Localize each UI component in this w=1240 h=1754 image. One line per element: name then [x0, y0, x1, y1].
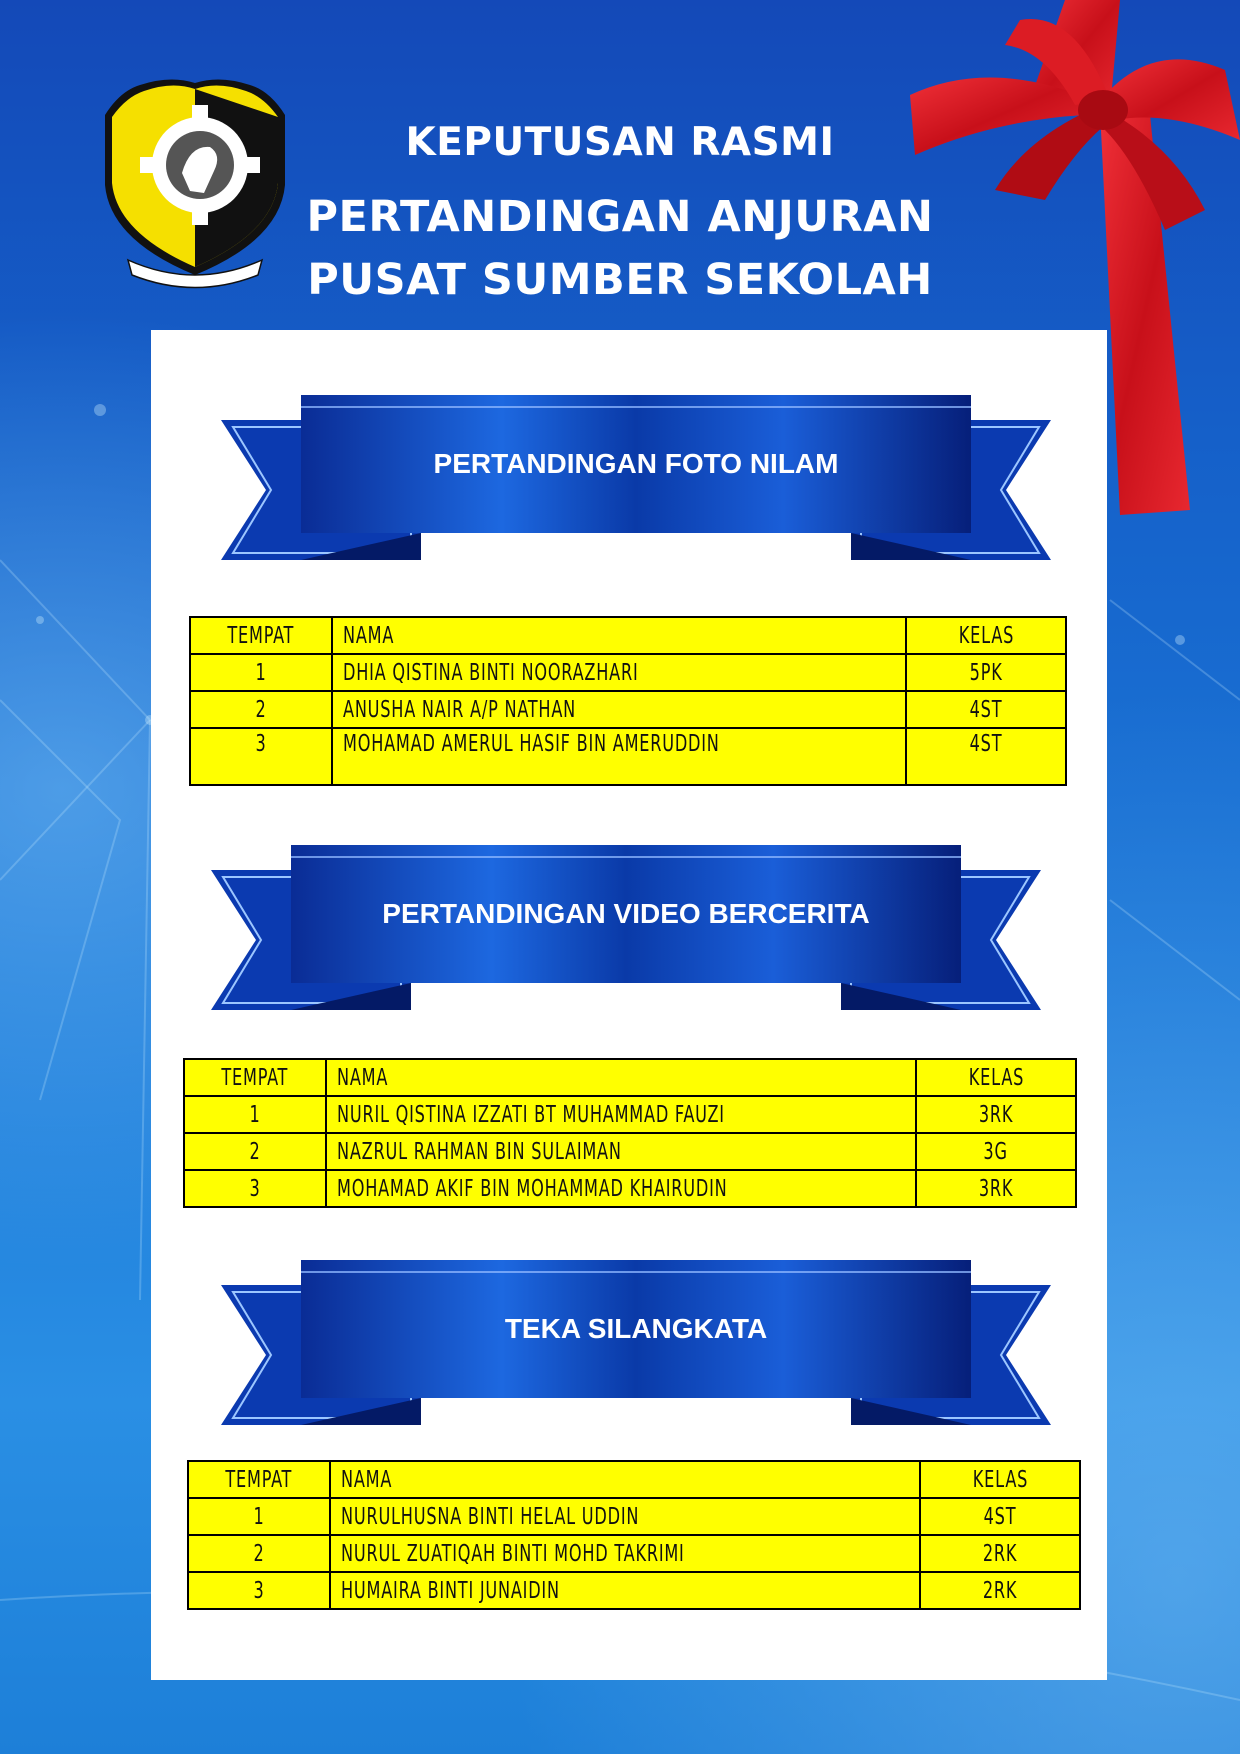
section-banner — [221, 395, 1051, 565]
results-panel — [151, 330, 1107, 1680]
cell-kelas: 2RK — [920, 1572, 1080, 1609]
table-row — [190, 654, 1066, 691]
cell-tempat: 2 — [190, 691, 332, 728]
cell-tempat: 3 — [188, 1572, 330, 1609]
table-header-row — [188, 1461, 1080, 1498]
table-header-row — [184, 1059, 1076, 1096]
cell-kelas: 4ST — [906, 691, 1066, 728]
cell-kelas: 2RK — [920, 1535, 1080, 1572]
table-row — [184, 1170, 1076, 1207]
table-row — [188, 1572, 1080, 1609]
school-logo — [100, 75, 290, 290]
cell-kelas: 5PK — [906, 654, 1066, 691]
cell-kelas: 4ST — [920, 1498, 1080, 1535]
cell-nama: NAZRUL RAHMAN BIN SULAIMAN — [326, 1133, 916, 1170]
cell-kelas: 3G — [916, 1133, 1076, 1170]
column-header-kelas: KELAS — [916, 1059, 1076, 1096]
cell-tempat: 1 — [188, 1498, 330, 1535]
column-header-tempat: TEMPAT — [184, 1059, 326, 1096]
cell-nama: NURULHUSNA BINTI HELAL UDDIN — [330, 1498, 920, 1535]
table-row — [184, 1096, 1076, 1133]
cell-tempat: 1 — [184, 1096, 326, 1133]
table-row — [188, 1535, 1080, 1572]
cell-nama: NURIL QISTINA IZZATI BT MUHAMMAD FAUZI — [326, 1096, 916, 1133]
column-header-nama: NAMA — [330, 1461, 920, 1498]
section-banner — [211, 845, 1041, 1015]
cell-kelas: 4ST — [906, 728, 1066, 785]
cell-nama: DHIA QISTINA BINTI NOORAZHARI — [332, 654, 906, 691]
header-title: KEPUTUSAN RASMI — [405, 120, 835, 165]
banner-title: PERTANDINGAN FOTO NILAM — [433, 448, 839, 479]
cell-kelas: 3RK — [916, 1170, 1076, 1207]
cell-nama: MOHAMAD AKIF BIN MOHAMMAD KHAIRUDIN — [326, 1170, 916, 1207]
column-header-nama: NAMA — [332, 617, 906, 654]
column-header-kelas: KELAS — [920, 1461, 1080, 1498]
cell-tempat: 1 — [190, 654, 332, 691]
cell-nama: ANUSHA NAIR A/P NATHAN — [332, 691, 906, 728]
column-header-tempat: TEMPAT — [190, 617, 332, 654]
cell-nama: NURUL ZUATIQAH BINTI MOHD TAKRIMI — [330, 1535, 920, 1572]
cell-nama: HUMAIRA BINTI JUNAIDIN — [330, 1572, 920, 1609]
table-header-row — [190, 617, 1066, 654]
cell-kelas: 3RK — [916, 1096, 1076, 1133]
column-header-kelas: KELAS — [906, 617, 1066, 654]
header-subtitle: PERTANDINGAN ANJURAN — [306, 192, 934, 242]
banner-title: TEKA SILANGKATA — [504, 1313, 768, 1344]
banner-title: PERTANDINGAN VIDEO BERCERITA — [382, 898, 870, 929]
cell-tempat: 2 — [184, 1133, 326, 1170]
table-row — [188, 1498, 1080, 1535]
table-row — [190, 728, 1066, 785]
column-header-nama: NAMA — [326, 1059, 916, 1096]
cell-nama: MOHAMAD AMERUL HASIF BIN AMERUDDIN — [332, 728, 906, 785]
cell-tempat: 3 — [190, 728, 332, 785]
cell-tempat: 3 — [184, 1170, 326, 1207]
header-subtitle-2: PUSAT SUMBER SEKOLAH — [307, 255, 933, 305]
section-banner — [221, 1260, 1051, 1430]
results-table — [189, 616, 1067, 786]
results-table — [187, 1460, 1081, 1610]
table-row — [184, 1133, 1076, 1170]
table-row — [190, 691, 1066, 728]
cell-tempat: 2 — [188, 1535, 330, 1572]
column-header-tempat: TEMPAT — [188, 1461, 330, 1498]
results-table — [183, 1058, 1077, 1208]
